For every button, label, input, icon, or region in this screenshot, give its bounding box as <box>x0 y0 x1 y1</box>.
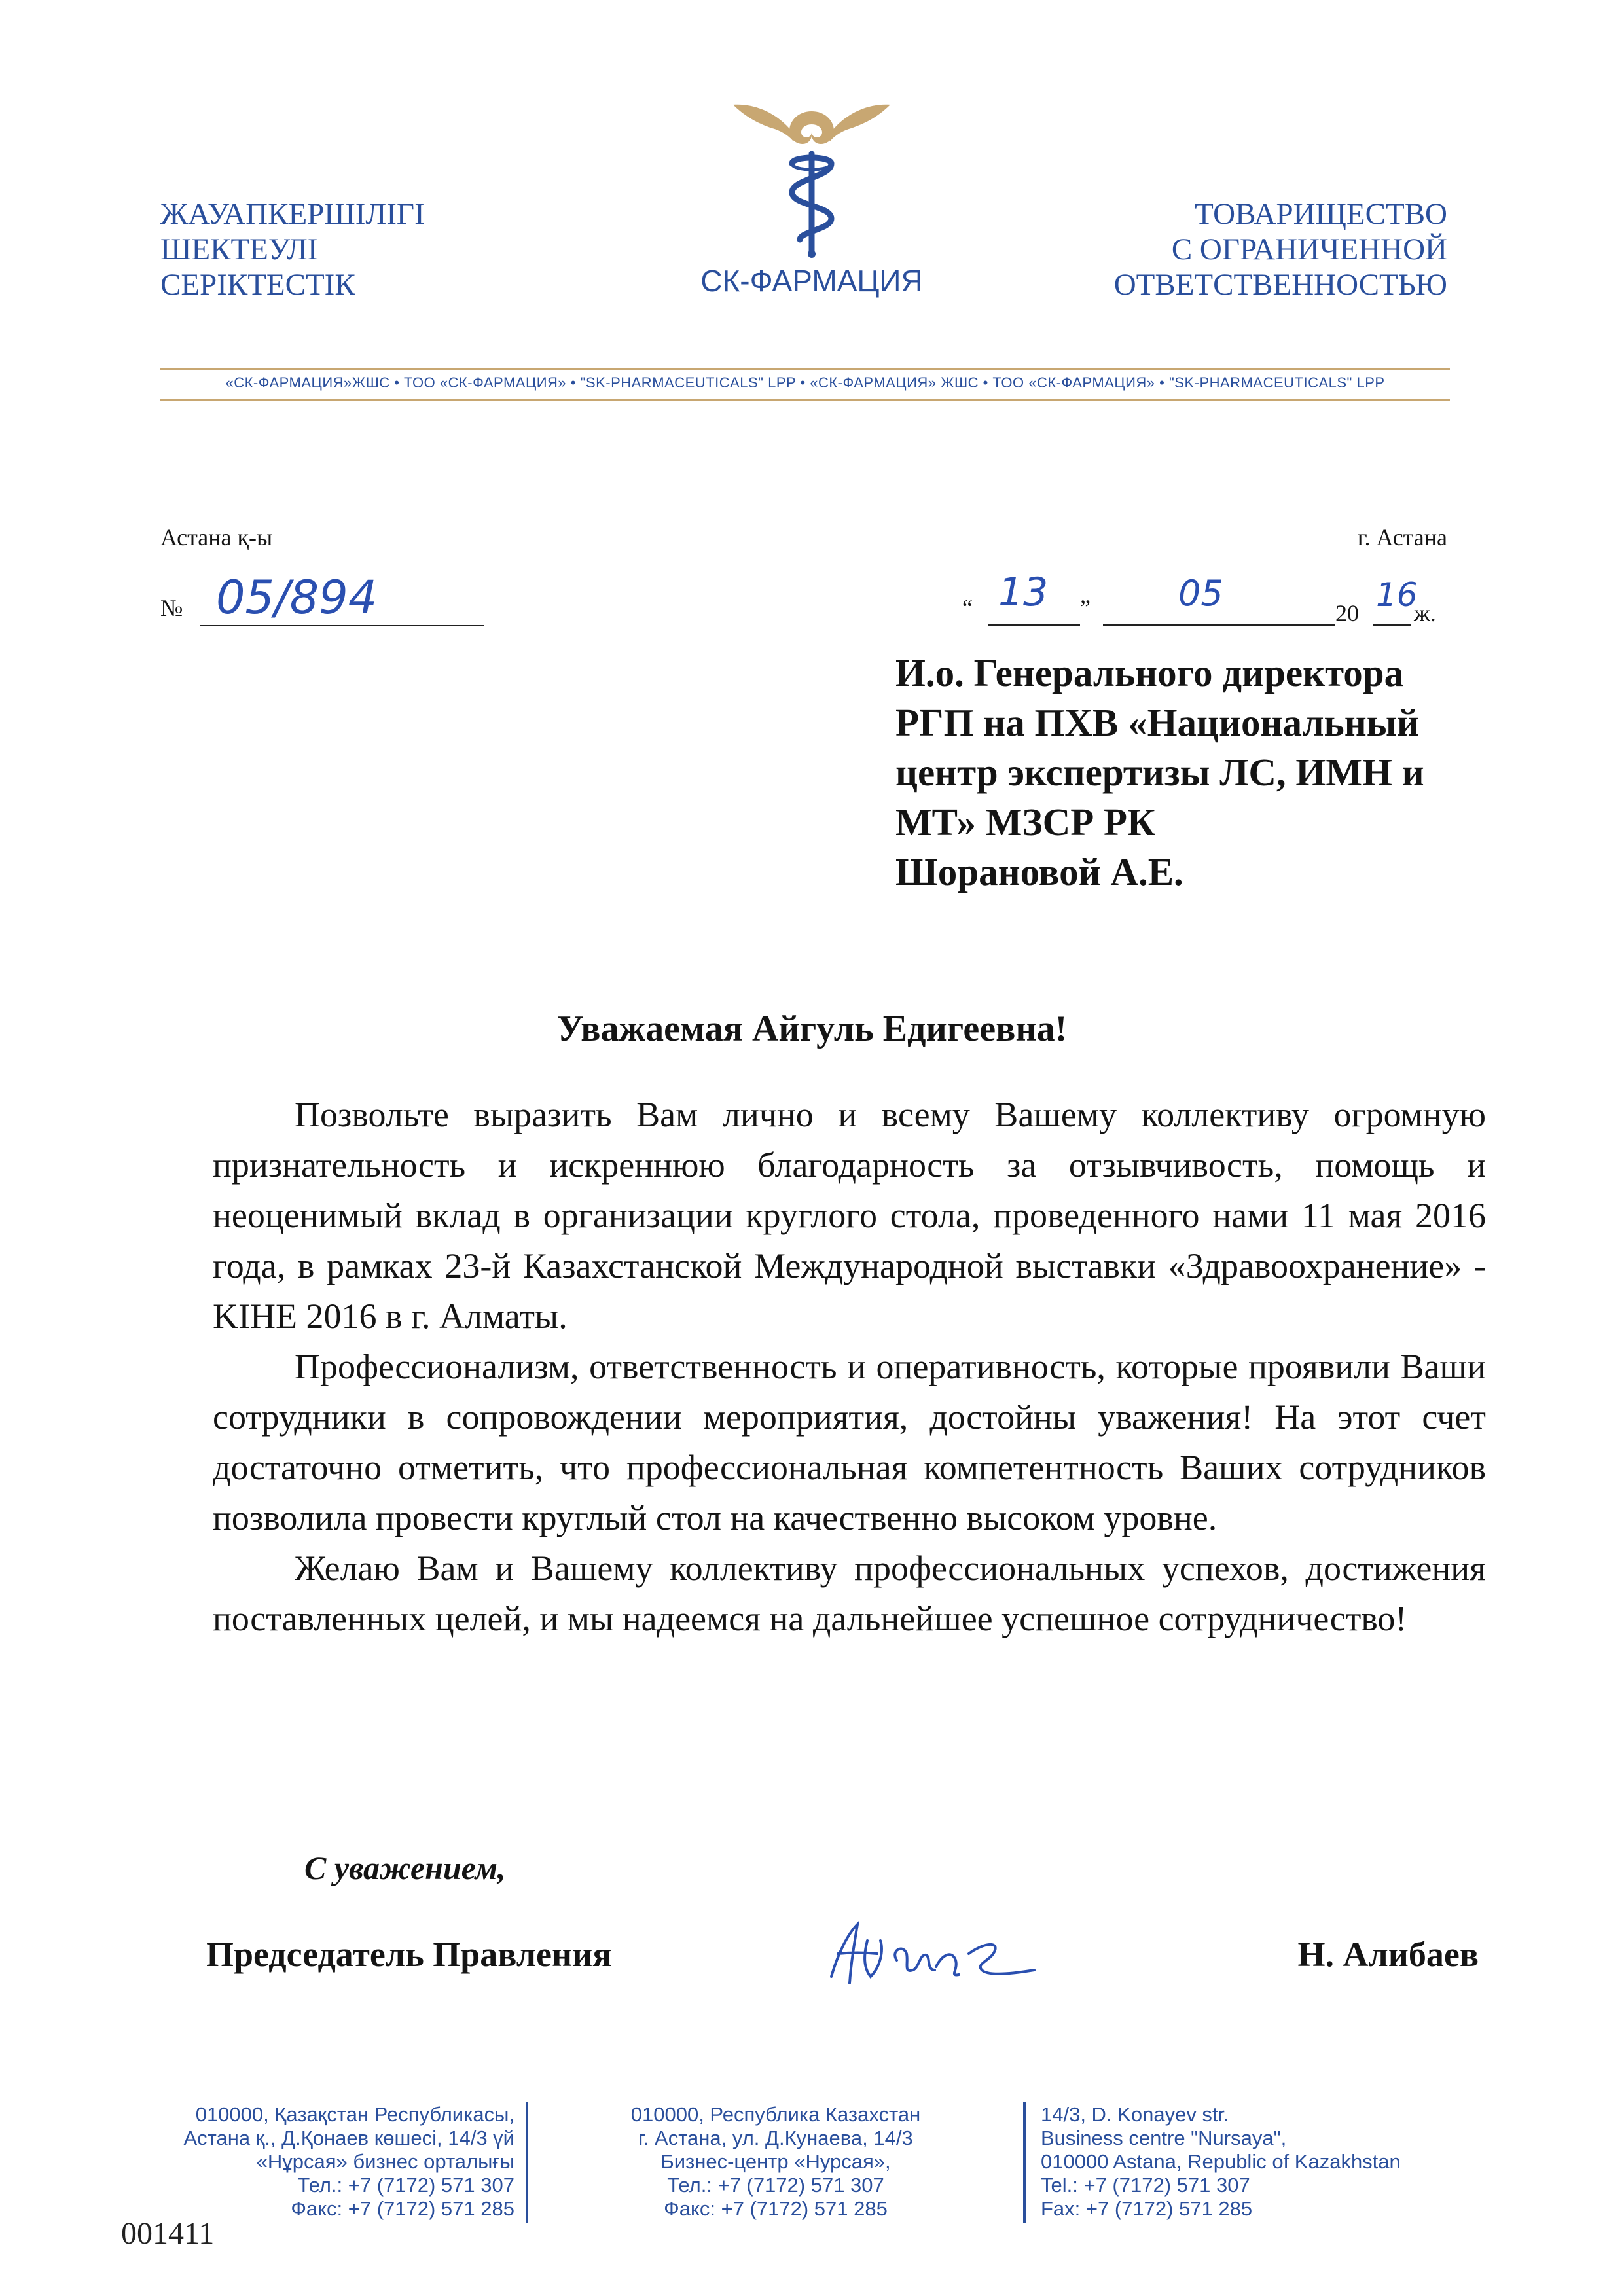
body-paragraph: Профессионализм, ответственность и оперативность, которые проявили Ваши сотрудники в сопровождении мероприятия, достойны уважения! На этот счет достаточно отметить, что профессиональная компетентность Ваших сотрудников позволила провести круглый стол на качественно высоком уровне. <box>213 1347 1486 1537</box>
letterhead-band-text: «СК-ФАРМАЦИЯ»ЖШС • ТОО «СК-ФАРМАЦИЯ» • "SK-PHARMACEUTICALS" LPP • «СК-ФАРМАЦИЯ» ЖШС • ТОО «СК-ФАРМАЦИЯ» • "SK-PHARMACEUTICALS" LPP <box>225 374 1385 391</box>
signer-title: Председатель Правления <box>206 1935 612 1974</box>
footer-line: 010000, Қазақстан Республикасы, <box>195 2103 514 2126</box>
footer-address-ru <box>615 2103 936 2221</box>
footer-line: Tel.: +7 (7172) 571 307 <box>1041 2174 1250 2197</box>
date-open-quote: “ <box>962 595 973 621</box>
addressee-line: МТ» МЗСР РК <box>895 800 1155 844</box>
salutation: Уважаемая Айгуль Едигеевна! <box>556 1009 1068 1049</box>
brand-name: СК-ФАРМАЦИЯ <box>700 264 923 298</box>
city-ru: г. Астана <box>1357 524 1447 550</box>
outgoing-number: 05/894 <box>216 571 378 624</box>
footer-line: Факс: +7 (7172) 571 285 <box>291 2197 514 2220</box>
footer-line: Тел.: +7 (7172) 571 307 <box>297 2174 514 2197</box>
header-right-ru <box>1114 196 1447 302</box>
footer-line: Тел.: +7 (7172) 571 307 <box>667 2174 884 2197</box>
footer-line: Астана қ., Д.Қонаев көшесі, 14/3 үй <box>183 2126 514 2149</box>
city-kz: Астана қ-ы <box>160 524 273 550</box>
date-field <box>962 569 1450 635</box>
footer-line: «Нұрсая» бизнес орталығы <box>256 2150 514 2173</box>
header-left-kz <box>160 196 425 302</box>
date-close-quote: ” <box>1080 595 1091 621</box>
footer-divider <box>526 2102 528 2223</box>
month-underline <box>1103 624 1335 626</box>
handwritten-signature <box>818 1914 1047 1993</box>
number-label: № <box>160 595 183 621</box>
addressee-line: центр экспертизы ЛС, ИМН и <box>895 751 1424 794</box>
addressee-block <box>895 648 1424 897</box>
footer-line: 010000 Astana, Republic of Kazakhstan <box>1041 2150 1401 2173</box>
footer-address-en <box>1041 2103 1401 2221</box>
footer-line: Business centre "Nursaya", <box>1041 2126 1287 2149</box>
closing: С уважением, <box>304 1850 506 1886</box>
addressee-line: Шорановой А.Е. <box>895 850 1183 893</box>
footer-line: Бизнес-центр «Нурсая», <box>660 2150 891 2173</box>
date-day: 13 <box>998 569 1049 615</box>
serial-number: 001411 <box>121 2216 215 2251</box>
header-left-line: ШЕКТЕУЛІ <box>160 232 318 266</box>
header-right-line: С ОГРАНИЧЕННОЙ <box>1171 232 1447 266</box>
addressee-line: И.о. Генерального директора <box>895 651 1404 694</box>
footer-address-kz <box>183 2103 514 2221</box>
header-left-line: СЕРІКТЕСТІК <box>160 268 355 302</box>
caduceus-ornament-logo <box>727 98 897 262</box>
year-handwritten: 16 <box>1376 576 1418 614</box>
day-underline <box>988 624 1080 626</box>
header-left-line: ЖАУАПКЕРШІЛІГІ <box>160 197 425 231</box>
footer-line: 14/3, D. Konayev str. <box>1041 2103 1229 2126</box>
signer-name: Н. Алибаев <box>1297 1935 1479 1974</box>
band-top-line <box>160 368 1450 370</box>
addressee-line: РГП на ПХВ «Национальный <box>895 701 1419 744</box>
footer-line: 010000, Республика Казахстан <box>630 2103 921 2126</box>
year-suffix: ж. <box>1414 600 1436 626</box>
letter-body <box>213 1090 1486 1644</box>
number-underline <box>200 625 484 626</box>
band-bottom-line <box>160 399 1450 401</box>
footer-line: Fax: +7 (7172) 571 285 <box>1041 2197 1253 2220</box>
footer-line: Факс: +7 (7172) 571 285 <box>664 2197 888 2220</box>
header-right-line: ТОВАРИЩЕСТВО <box>1195 197 1447 231</box>
footer-line: г. Астана, ул. Д.Кунаева, 14/3 <box>638 2126 913 2149</box>
header-right-line: ОТВЕТСТВЕННОСТЬЮ <box>1113 268 1447 302</box>
year-prefix: 20 <box>1335 600 1359 626</box>
footer-divider <box>1023 2102 1026 2223</box>
date-month: 05 <box>1178 573 1223 614</box>
year-underline <box>1373 624 1411 626</box>
body-paragraph: Желаю Вам и Вашему коллективу профессиональных успехов, достижения поставленных целей, и мы надеемся на дальнейшее успешное сотрудничество! <box>213 1549 1486 1638</box>
body-paragraph: Позвольте выразить Вам лично и всему Вашему коллективу огромную признательность и искреннюю благодарность за отзывчивость, помощь и неоценимый вклад в организации круглого стола, проведенного нами 11 мая 2016 года, в рамках 23-й Казахстанской Международной выставки «Здравоохранение» - KIHE 2016 в г. Алматы. <box>213 1095 1486 1336</box>
